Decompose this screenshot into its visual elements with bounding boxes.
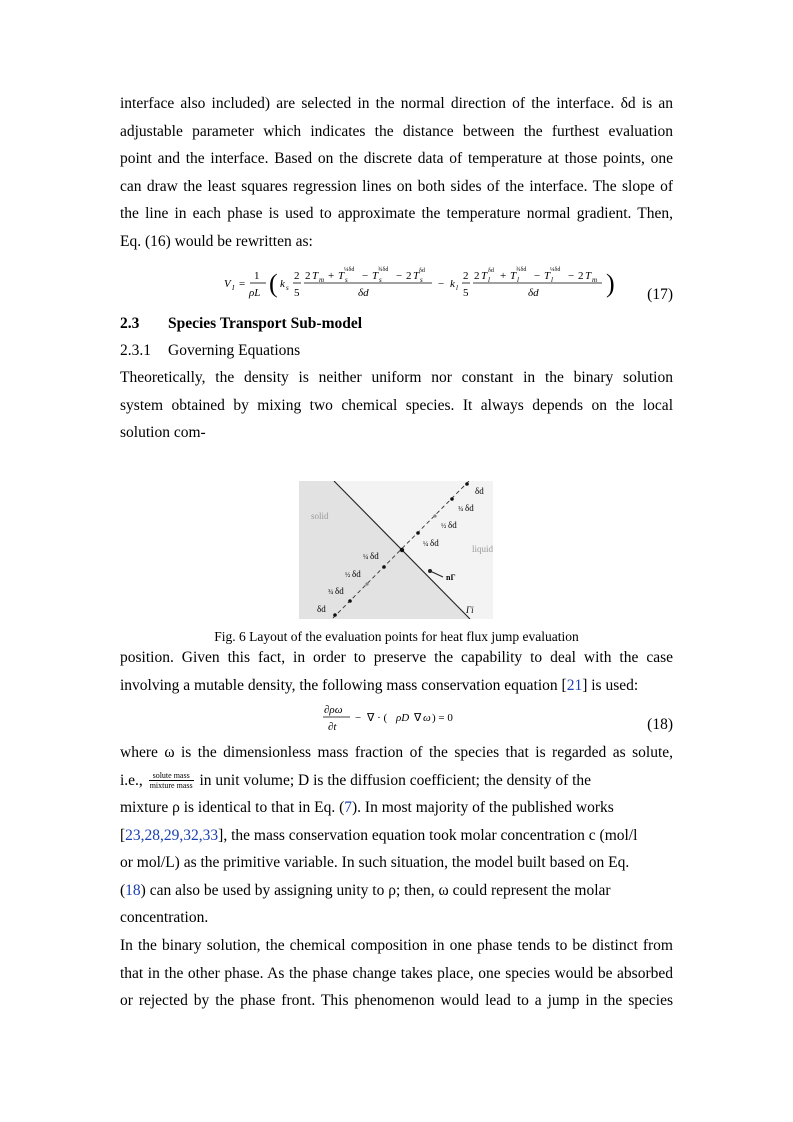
text-line: can draw the least squares regression lines on both sides of the interface. The slope of <box>120 177 673 195</box>
text-line: system obtained by mixing two chemical species. It always depends on the local <box>120 396 673 414</box>
text-segment: ) can also be used by assigning unity to ρ; then, ω could represent the molar <box>140 881 611 899</box>
text-segment: ], the mass conservation equation took molar concentration c (mol/l <box>218 826 638 844</box>
svg-text:T: T <box>312 270 319 282</box>
text-segment: [ <box>120 826 126 844</box>
paragraph-mass-conservation <box>120 644 673 699</box>
equation-18-number: (18) <box>647 716 673 733</box>
liquid-dd-label: δd <box>475 486 484 496</box>
svg-text:l: l <box>551 276 553 284</box>
text-line: interface also included) are selected in the normal direction of the interface. δd is an <box>120 95 673 112</box>
svg-text:+: + <box>500 270 507 282</box>
svg-text:ρD: ρD <box>396 712 410 724</box>
solid-point-three-quarter <box>348 599 352 603</box>
solid-three-quarter-dd: δd <box>335 586 344 596</box>
svg-text:l: l <box>488 276 490 284</box>
svg-text:δd: δd <box>419 268 425 274</box>
text-line <box>120 794 673 822</box>
solid-dd-label: δd <box>317 604 326 614</box>
equation-17-number: (17) <box>647 286 673 303</box>
equation-18 <box>322 701 472 735</box>
subsection-heading <box>120 341 300 361</box>
text-line <box>120 767 673 795</box>
liquid-half-fraction: ½ <box>441 522 447 530</box>
text-line: In the binary solution, the chemical composition in one phase tends to be distinct from <box>120 937 673 954</box>
svg-text:¼δd: ¼δd <box>550 267 561 273</box>
svg-text:T: T <box>544 270 551 282</box>
interface-label: Γi <box>466 605 474 615</box>
svg-text:5: 5 <box>463 287 469 299</box>
normal-vector-origin <box>428 569 432 573</box>
paragraph-mass-fraction <box>120 739 673 932</box>
eq-18-link[interactable]: 18 <box>125 881 141 899</box>
paragraph-heat-flux <box>120 90 673 255</box>
reference-21-link[interactable]: 21 <box>566 676 583 694</box>
text-line: Eq. (16) would be rewritten as: <box>120 232 313 250</box>
svg-text:) = 0: ) = 0 <box>432 712 453 724</box>
text-segment: mixture ρ is identical to that in Eq. ( <box>120 799 345 816</box>
text-line: involving a mutable density, the following mass conservation equation [21] is used: <box>120 676 639 694</box>
text-line: point and the interface. Based on the discrete data of temperature at those points, one <box>120 150 673 167</box>
svg-text:−: − <box>568 270 575 282</box>
svg-text:(: ( <box>269 269 278 298</box>
liquid-quarter-fraction: ¼ <box>423 540 429 548</box>
svg-text:V: V <box>224 278 231 290</box>
svg-text:l: l <box>456 284 458 292</box>
liquid-three-quarter-dd: δd <box>465 503 474 513</box>
svg-text:2: 2 <box>578 270 584 282</box>
text-line: where ω is the dimensionless mass fraction of the species that is regarded as solute, <box>120 744 673 761</box>
fraction-numerator: solute mass <box>149 771 194 781</box>
solid-three-quarter-fraction: ¾ <box>328 588 334 596</box>
svg-text:T: T <box>481 270 488 282</box>
text-segment: ( <box>120 881 126 899</box>
equation-17-formula <box>222 262 622 304</box>
eq-7-link[interactable]: 7 <box>344 799 353 816</box>
svg-text:T: T <box>585 270 592 282</box>
solid-label: solid <box>311 511 329 521</box>
solid-point-half <box>365 582 368 585</box>
svg-text:I: I <box>232 284 235 292</box>
svg-text:k: k <box>450 278 455 290</box>
text-line: adjustable parameter which indicates the distance between the furthest evaluation <box>120 122 673 140</box>
svg-text:5: 5 <box>294 287 300 299</box>
svg-text:∂ρω: ∂ρω <box>324 704 343 716</box>
section-heading <box>120 314 362 334</box>
svg-text:1: 1 <box>254 270 260 282</box>
liquid-point-three-quarter <box>450 497 454 501</box>
svg-text:s: s <box>379 276 382 284</box>
svg-text:δd: δd <box>528 287 539 299</box>
svg-text:−: − <box>396 270 403 282</box>
svg-text:2: 2 <box>294 270 300 282</box>
normal-vector-label: nΓ <box>446 573 456 582</box>
text-line: the line in each phase is used to approximate the temperature normal gradient. Then, <box>120 205 673 222</box>
equation-18-formula <box>322 701 472 735</box>
liquid-label: liquid <box>472 544 493 554</box>
svg-text:∂t: ∂t <box>328 721 337 733</box>
svg-text:2: 2 <box>463 270 469 282</box>
svg-text:¾δd: ¾δd <box>516 267 527 273</box>
references-link[interactable]: 23,28,29,32,33 <box>125 826 219 844</box>
ie-label: i.e., <box>120 771 143 789</box>
liquid-point-half <box>433 514 436 517</box>
fraction-denominator: mixture mass <box>149 781 193 791</box>
section-number: 2.3 <box>120 315 140 332</box>
text-line: that in the other phase. As the phase change takes place, one species would be absorbed <box>120 964 673 982</box>
equation-17 <box>222 262 622 304</box>
svg-text:l: l <box>517 276 519 284</box>
svg-text:s: s <box>286 284 289 292</box>
text-line: concentration. <box>120 909 209 926</box>
svg-text:+: + <box>328 270 335 282</box>
svg-text:−: − <box>534 270 541 282</box>
text-segment: ). In most majority of the published works <box>352 799 614 816</box>
text-line <box>120 822 673 850</box>
text-line: or rejected by the phase front. This phenomenon would lead to a jump in the species <box>120 992 673 1009</box>
svg-text:T: T <box>510 270 517 282</box>
solid-point-dd <box>333 613 337 617</box>
svg-text:s: s <box>345 276 348 284</box>
solid-point-quarter <box>382 565 386 569</box>
svg-text:m: m <box>319 276 325 284</box>
svg-text:T: T <box>413 270 420 282</box>
svg-text:δd: δd <box>488 268 494 274</box>
svg-text:¼δd: ¼δd <box>344 267 355 273</box>
svg-text:∇: ∇ <box>414 712 422 724</box>
svg-text:ρL: ρL <box>249 287 261 299</box>
svg-text:k: k <box>280 278 285 290</box>
paragraph-binary-solution <box>120 932 673 1015</box>
subsection-number: 2.3.1 <box>120 342 151 359</box>
svg-text:2: 2 <box>474 270 480 282</box>
liquid-half-dd: δd <box>448 520 457 530</box>
svg-text:=: = <box>239 278 246 290</box>
svg-text:T: T <box>338 270 345 282</box>
solid-quarter-dd: δd <box>370 551 379 561</box>
liquid-three-quarter-fraction: ¾ <box>458 505 464 513</box>
mass-fraction-definition <box>149 771 194 790</box>
text-segment: in unit volume; D is the diffusion coefficient; the density of the <box>199 771 592 789</box>
figure-6-diagram <box>299 481 493 619</box>
text-line: solution com- <box>120 424 206 441</box>
text-line <box>120 877 673 905</box>
text-line: or mol/L) as the primitive variable. In such situation, the model built based on Eq. <box>120 854 630 871</box>
solid-half-fraction: ½ <box>345 571 351 579</box>
paragraph-density <box>120 364 673 447</box>
solid-quarter-fraction: ¼ <box>363 553 369 561</box>
liquid-point-dd <box>465 482 469 486</box>
svg-text:): ) <box>606 269 615 298</box>
text-line: Theoretically, the density is neither uniform nor constant in the binary solution <box>120 369 673 386</box>
section-title: Species Transport Sub-model <box>168 315 363 332</box>
figure-6-caption: Fig. 6 Layout of the evaluation points for heat flux jump evaluation <box>214 629 579 644</box>
svg-text:−: − <box>355 712 362 724</box>
svg-text:δd: δd <box>358 287 369 299</box>
svg-text:ω: ω <box>423 712 431 724</box>
svg-text:T: T <box>372 270 379 282</box>
svg-text:−: − <box>362 270 369 282</box>
solid-half-dd: δd <box>352 569 361 579</box>
svg-text:−: − <box>438 278 445 290</box>
svg-text:2: 2 <box>406 270 412 282</box>
svg-text:s: s <box>420 276 423 284</box>
liquid-point-quarter <box>416 531 420 535</box>
interface-point <box>400 548 404 552</box>
liquid-quarter-dd: δd <box>430 538 439 548</box>
svg-text:∇ · (: ∇ · ( <box>367 712 388 724</box>
subsection-title: Governing Equations <box>168 342 301 359</box>
svg-text:m: m <box>592 276 598 284</box>
figure-6 <box>299 481 493 619</box>
svg-text:¾δd: ¾δd <box>378 267 389 273</box>
text-line: position. Given this fact, in order to preserve the capability to deal with the case <box>120 649 673 666</box>
svg-text:2: 2 <box>305 270 311 282</box>
